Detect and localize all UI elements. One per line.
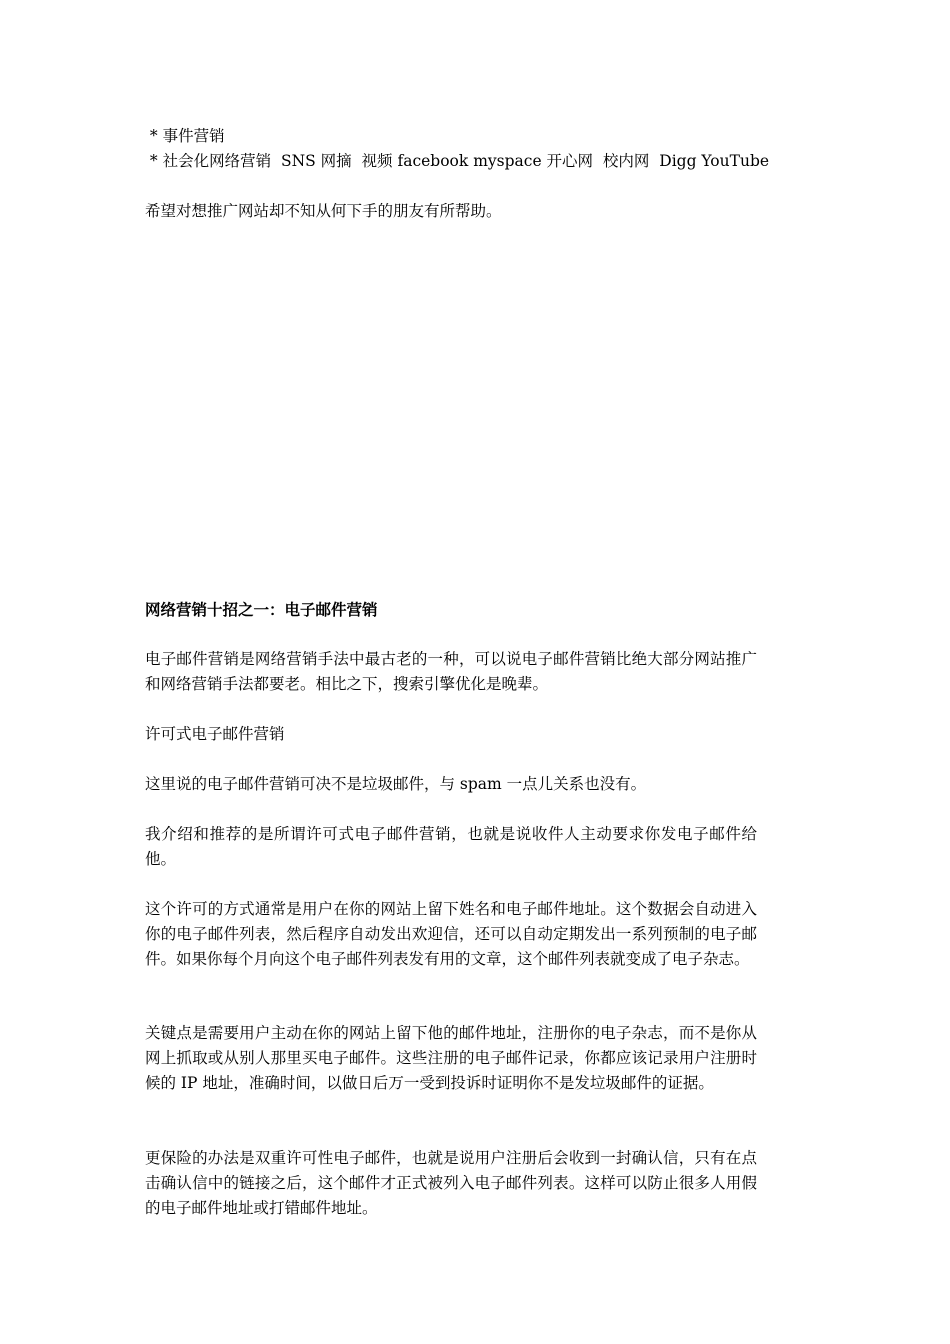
bullet-item: * 社会化网络营销 SNS 网摘 视频 facebook myspace 开心网 校内网 Digg YouTube (145, 152, 770, 170)
paragraph: 电子邮件营销是网络营销手法中最古老的一种，可以说电子邮件营销比绝大部分网站推广和网络营销手法都要老。相比之下，搜索引擎优化是晚辈。 (145, 650, 757, 693)
paragraph: 更保险的办法是双重许可性电子邮件，也就是说用户注册后会收到一封确认信，只有在点击确认信中的链接之后，这个邮件才正式被列入电子邮件列表。这样可以防止很多人用假的电子邮件地址或打错邮件地址。 (145, 1149, 757, 1217)
closing-paragraph: 希望对想推广网站却不知从何下手的朋友有所帮助。 (145, 202, 502, 220)
paragraph: 这个许可的方式通常是用户在你的网站上留下姓名和电子邮件地址。这个数据会自动进入你的电子邮件列表，然后程序自动发出欢迎信，还可以自动定期发出一系列预制的电子邮件。如果你每个月向这个电子邮件列表发有用的文章，这个邮件列表就变成了电子杂志。 (145, 900, 757, 968)
bullet-item: * 事件营销 (145, 127, 225, 145)
paragraph: 我介绍和推荐的是所谓许可式电子邮件营销，也就是说收件人主动要求你发电子邮件给他。 (145, 825, 757, 868)
section-heading: 网络营销十招之一：电子邮件营销 (145, 600, 378, 619)
paragraph: 关键点是需要用户主动在你的网站上留下他的邮件地址，注册你的电子杂志，而不是你从网上抓取或从别人那里买电子邮件。这些注册的电子邮件记录，你都应该记录用户注册时候的 IP 地址，准确时间，以做日后万一受到投诉时证明你不是发垃圾邮件的证据。 (145, 1024, 757, 1092)
subheading: 许可式电子邮件营销 (145, 725, 285, 743)
paragraph: 这里说的电子邮件营销可决不是垃圾邮件，与 spam 一点儿关系也没有。 (145, 775, 647, 793)
